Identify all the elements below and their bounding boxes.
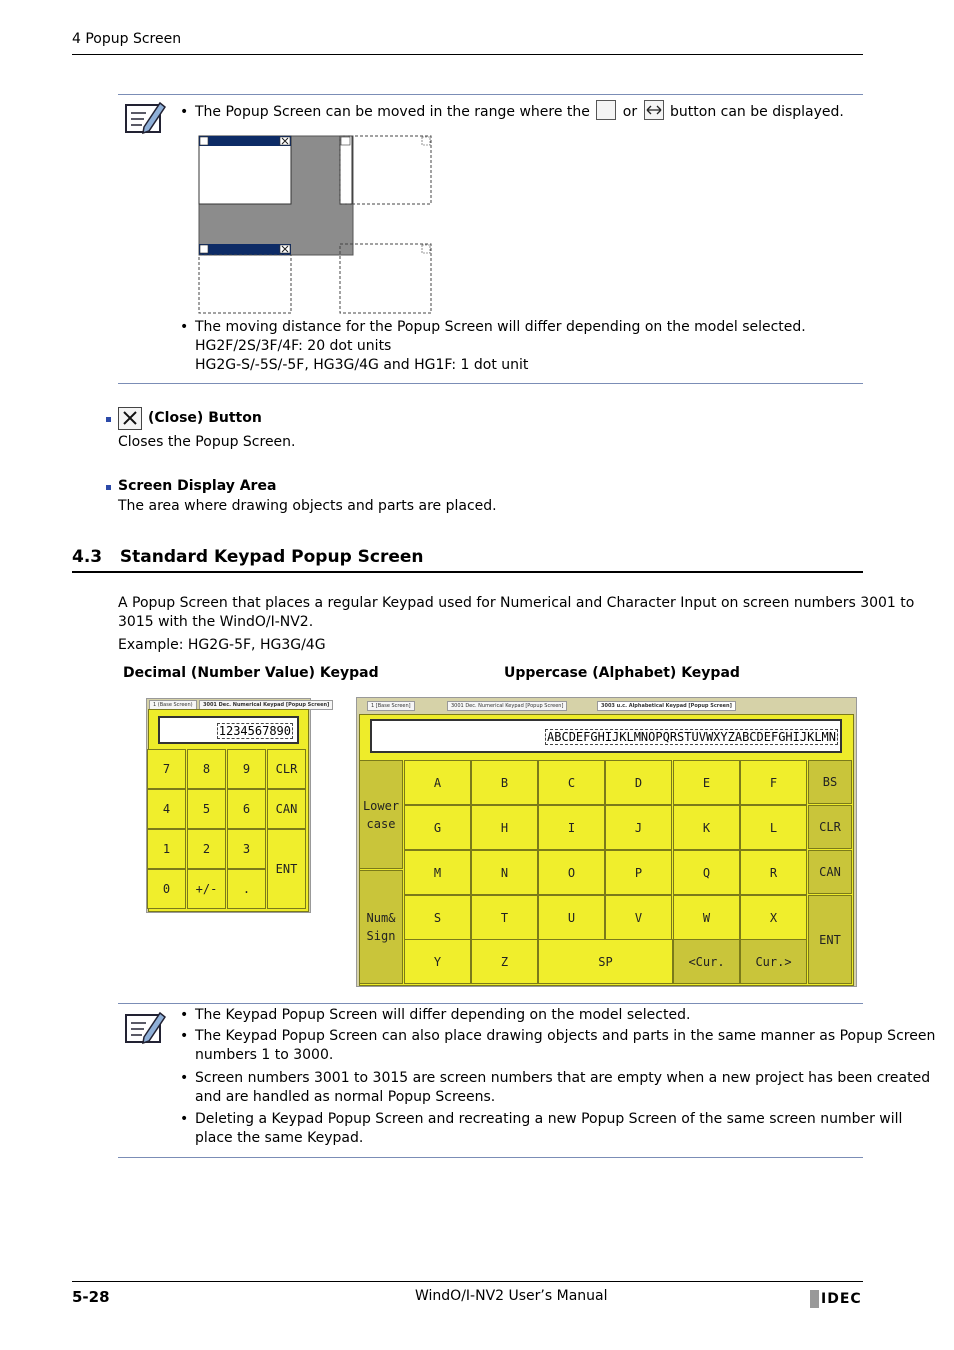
- key-g[interactable]: G: [404, 805, 471, 850]
- key-x[interactable]: X: [740, 895, 807, 940]
- section-bullet-square: [106, 417, 111, 422]
- popup-movement-diagram: [196, 134, 436, 316]
- section-heading: 4.3 Standard Keypad Popup Screen: [72, 547, 424, 567]
- section-rule: [72, 571, 863, 573]
- note1-line-1: HG2F/2S/3F/4F: 20 dot units: [195, 338, 392, 354]
- key-7[interactable]: 7: [147, 749, 186, 789]
- key-h[interactable]: H: [471, 805, 538, 850]
- key-clr[interactable]: CLR: [267, 749, 306, 789]
- note-bottom-rule: [118, 1157, 863, 1158]
- key-o[interactable]: O: [538, 850, 605, 895]
- key-v[interactable]: V: [605, 895, 672, 940]
- key-l[interactable]: L: [740, 805, 807, 850]
- decimal-display-value: 1234567890: [218, 724, 291, 738]
- key-p[interactable]: P: [605, 850, 672, 895]
- key-5[interactable]: 5: [187, 789, 226, 829]
- key-i[interactable]: I: [538, 805, 605, 850]
- key-1[interactable]: 1: [147, 829, 186, 869]
- decimal-display: [158, 716, 299, 744]
- key-0[interactable]: 0: [147, 869, 186, 909]
- section-bullet-square: [106, 485, 111, 490]
- key-y[interactable]: Y: [404, 939, 471, 984]
- key-lower-case[interactable]: Lower case: [359, 760, 403, 869]
- key-s[interactable]: S: [404, 895, 471, 940]
- note-icon: [124, 99, 166, 135]
- key-dot[interactable]: .: [227, 869, 266, 909]
- key-num-sign[interactable]: Num& Sign: [359, 870, 403, 984]
- key-m[interactable]: M: [404, 850, 471, 895]
- key-8[interactable]: 8: [187, 749, 226, 789]
- key-cur-right[interactable]: Cur.>: [740, 939, 807, 984]
- key-9[interactable]: 9: [227, 749, 266, 789]
- key-r[interactable]: R: [740, 850, 807, 895]
- note-top-rule: [118, 1003, 863, 1004]
- key-z[interactable]: Z: [471, 939, 538, 984]
- move-arrows-icon: [644, 100, 664, 120]
- display-area-heading: Screen Display Area: [118, 478, 277, 494]
- key-k[interactable]: K: [673, 805, 740, 850]
- key-6[interactable]: 6: [227, 789, 266, 829]
- key-e[interactable]: E: [673, 760, 740, 805]
- alpha-display-value: ABCDEFGHIJKLMNOPQRSTUVWXYZABCDEFGHIJKLMN: [547, 730, 836, 744]
- key-can[interactable]: CAN: [808, 850, 852, 894]
- section-para-2: 3015 with the WindO/I-NV2.: [118, 614, 314, 630]
- section-example: Example: HG2G-5F, HG3G/4G: [118, 637, 326, 653]
- tab-decimal-keypad[interactable]: 3001 Dec. Numerical Keypad [Popup Screen]: [447, 701, 567, 711]
- note2-bullet-2-cont: numbers 1 to 3000.: [195, 1047, 334, 1063]
- key-bs[interactable]: BS: [808, 760, 852, 804]
- decimal-keypad-label: Decimal (Number Value) Keypad: [123, 665, 379, 681]
- close-button-desc: Closes the Popup Screen.: [118, 434, 296, 450]
- close-icon: [118, 407, 142, 430]
- note2-bullet-3-cont: and are handled as normal Popup Screens.: [195, 1089, 496, 1105]
- key-ent[interactable]: ENT: [808, 895, 852, 984]
- footer-title: WindO/I-NV2 User’s Manual: [415, 1288, 608, 1304]
- tab-decimal-keypad[interactable]: 3001 Dec. Numerical Keypad [Popup Screen]: [199, 700, 333, 710]
- key-t[interactable]: T: [471, 895, 538, 940]
- note1-line-2: HG2G-S/-5S/-5F, HG3G/4G and HG1F: 1 dot unit: [195, 357, 529, 373]
- key-f[interactable]: F: [740, 760, 807, 805]
- tab-base-screen[interactable]: 1 (Base Screen): [149, 700, 197, 710]
- page-number: 5-28: [72, 1288, 110, 1306]
- note-icon: [124, 1009, 166, 1045]
- key-clr[interactable]: CLR: [808, 805, 852, 849]
- key-q[interactable]: Q: [673, 850, 740, 895]
- close-button-heading: (Close) Button: [148, 410, 262, 426]
- alpha-display: [370, 719, 842, 753]
- key-3[interactable]: 3: [227, 829, 266, 869]
- key-j[interactable]: J: [605, 805, 672, 850]
- key-plus-minus[interactable]: +/-: [187, 869, 226, 909]
- key-a[interactable]: A: [404, 760, 471, 805]
- key-c[interactable]: C: [538, 760, 605, 805]
- key-d[interactable]: D: [605, 760, 672, 805]
- tab-alpha-keypad[interactable]: 3003 u.c. Alphabetical Keypad [Popup Screen]: [597, 701, 736, 711]
- note-top-rule: [118, 94, 863, 95]
- key-2[interactable]: 2: [187, 829, 226, 869]
- display-area-desc: The area where drawing objects and parts are placed.: [118, 498, 497, 514]
- key-cur-left[interactable]: <Cur.: [673, 939, 740, 984]
- key-b[interactable]: B: [471, 760, 538, 805]
- key-ent[interactable]: ENT: [267, 829, 306, 909]
- key-can[interactable]: CAN: [267, 789, 306, 829]
- key-4[interactable]: 4: [147, 789, 186, 829]
- idec-logo: IDEC: [810, 1290, 863, 1308]
- key-u[interactable]: U: [538, 895, 605, 940]
- note2-bullet-4-cont: place the same Keypad.: [195, 1130, 364, 1146]
- blank-button-icon: [596, 100, 616, 120]
- header-rule: [72, 54, 863, 55]
- key-sp[interactable]: SP: [538, 939, 673, 984]
- section-para-1: A Popup Screen that places a regular Keypad used for Numerical and Character Input on screen numbers 3001 to: [118, 595, 915, 611]
- note-bottom-rule: [118, 383, 863, 384]
- running-header: 4 Popup Screen: [72, 31, 182, 47]
- key-w[interactable]: W: [673, 895, 740, 940]
- alpha-keypad-label: Uppercase (Alphabet) Keypad: [504, 665, 740, 681]
- tab-base-screen[interactable]: 1 [Base Screen]: [367, 701, 415, 711]
- key-n[interactable]: N: [471, 850, 538, 895]
- footer-rule: [72, 1281, 863, 1282]
